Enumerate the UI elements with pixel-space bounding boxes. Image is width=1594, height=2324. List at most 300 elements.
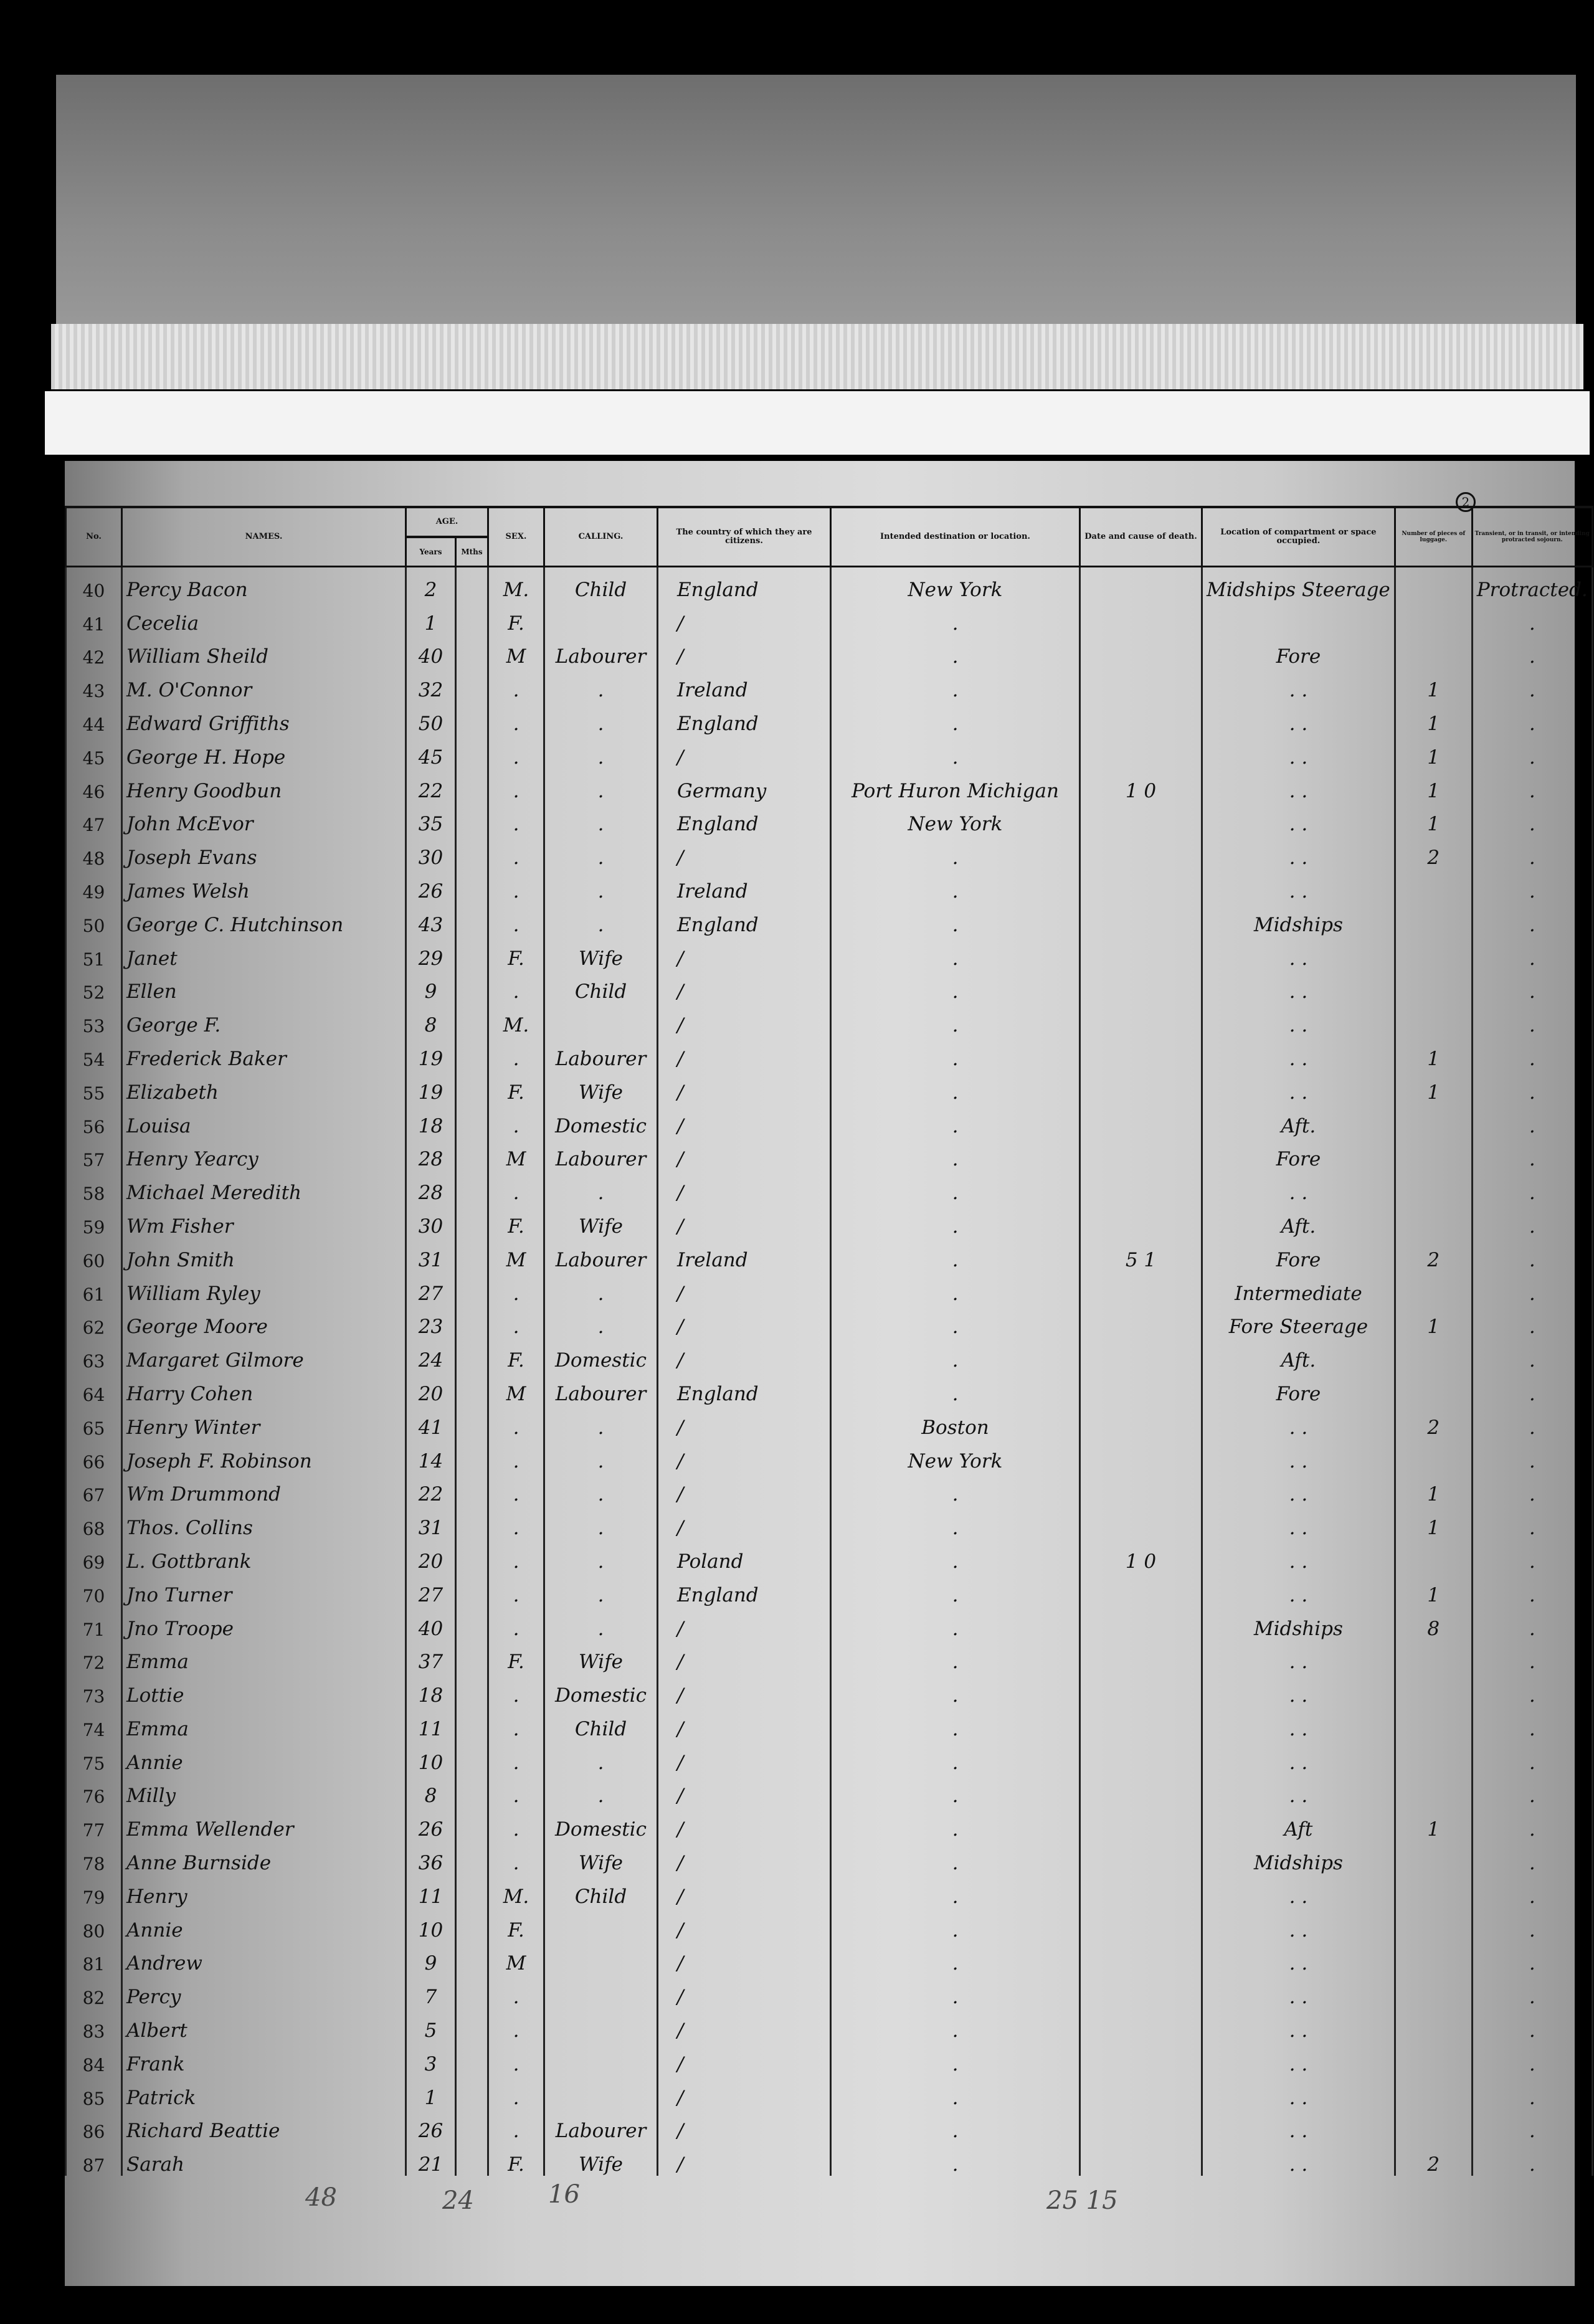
calling-cell: . [544,835,658,869]
ledger-body [66,567,1593,2176]
age-years-cell: 41 [406,1405,456,1439]
passenger-name-cell: Percy Bacon [122,567,406,601]
passenger-name-cell: George H. Hope [122,735,406,769]
destination-cell: New York [831,567,1080,601]
row-number-cell: 49 [66,869,122,903]
luggage-pieces-cell [1395,1372,1472,1405]
passenger-name-cell: William Sheild [122,635,406,668]
age-years-cell: 9 [406,1942,456,1975]
death-cell [1080,601,1202,635]
row-number-cell: 72 [66,1640,122,1674]
table-row [66,1975,1593,2008]
table-row [66,1841,1593,1874]
table-row [66,1640,1593,1674]
transit-status-cell: . [1472,1338,1592,1372]
death-cell [1080,802,1202,836]
sex-cell: M. [488,1003,544,1036]
luggage-pieces-cell [1395,970,1472,1003]
transit-status-cell: . [1472,1070,1592,1104]
compartment-cell: . . [1202,970,1395,1003]
transit-status-cell: . [1472,1942,1592,1975]
death-cell [1080,1372,1202,1405]
compartment-cell: Midships Steerage [1202,567,1395,601]
age-years-cell: 27 [406,1573,456,1606]
row-number-cell: 58 [66,1170,122,1204]
age-years-cell: 11 [406,1874,456,1908]
age-months-cell [456,1573,488,1606]
transit-status-cell: . [1472,601,1592,635]
passenger-name-cell: John Smith [122,1238,406,1271]
calling-cell: Labourer [544,1372,658,1405]
sex-cell: . [488,1673,544,1707]
transit-status-cell: . [1472,701,1592,735]
death-cell: 1 0 [1080,769,1202,802]
row-number-cell: 50 [66,903,122,936]
luggage-pieces-cell [1395,2008,1472,2042]
sex-cell: M [488,1238,544,1271]
compartment-cell: . . [1202,1003,1395,1036]
passenger-name-cell: Emma [122,1640,406,1674]
death-cell [1080,1606,1202,1640]
sex-cell: . [488,1271,544,1305]
death-cell [1080,2109,1202,2143]
header-sex: SEX. [488,507,544,567]
compartment-cell: Intermediate [1202,1271,1395,1305]
country-cell: / [658,936,831,970]
calling-cell: Child [544,1707,658,1740]
passenger-name-cell: Henry Winter [122,1405,406,1439]
death-cell [1080,1170,1202,1204]
compartment-cell: . . [1202,769,1395,802]
passenger-name-cell: Emma [122,1707,406,1740]
transit-status-cell: . [1472,1439,1592,1473]
country-cell: / [658,1841,831,1874]
calling-cell: . [544,1740,658,1774]
age-years-cell: 20 [406,1372,456,1405]
row-number-cell: 57 [66,1137,122,1171]
sex-cell: . [488,1573,544,1606]
row-number-cell: 54 [66,1036,122,1070]
transit-status-cell: . [1472,668,1592,701]
destination-cell: . [831,1070,1080,1104]
destination-cell: . [831,701,1080,735]
destination-cell: Boston [831,1405,1080,1439]
age-years-cell: 10 [406,1740,456,1774]
compartment-cell: . . [1202,1942,1395,1975]
compartment-cell: . . [1202,1439,1395,1473]
age-years-cell: 10 [406,1908,456,1942]
calling-cell: Domestic [544,1807,658,1841]
destination-cell: . [831,1238,1080,1271]
passenger-name-cell: Anne Burnside [122,1841,406,1874]
transit-status-cell: . [1472,1506,1592,1539]
destination-cell: . [831,601,1080,635]
luggage-pieces-cell: 1 [1395,668,1472,701]
row-number-cell: 59 [66,1204,122,1238]
country-cell: / [658,1204,831,1238]
passenger-name-cell: Joseph F. Robinson [122,1439,406,1473]
luggage-pieces-cell: 1 [1395,1506,1472,1539]
pencil-note: 48 [305,2183,337,2212]
table-row [66,1372,1593,1405]
death-cell [1080,1271,1202,1305]
transit-status-cell: . [1472,1874,1592,1908]
age-years-cell: 26 [406,1807,456,1841]
destination-cell: . [831,1170,1080,1204]
sex-cell: . [488,802,544,836]
death-cell [1080,735,1202,769]
transit-status-cell: . [1472,903,1592,936]
calling-cell: . [544,1439,658,1473]
transit-status-cell: Protracted. [1472,567,1592,601]
luggage-pieces-cell [1395,1841,1472,1874]
table-row [66,1070,1593,1104]
header-mths: Mths [456,537,488,567]
sex-cell: . [488,1170,544,1204]
table-row [66,1707,1593,1740]
calling-cell: Wife [544,1640,658,1674]
table-row [66,1405,1593,1439]
compartment-cell: . . [1202,1405,1395,1439]
age-years-cell: 32 [406,668,456,701]
row-number-cell: 48 [66,835,122,869]
age-years-cell: 31 [406,1506,456,1539]
luggage-pieces-cell [1395,903,1472,936]
passenger-name-cell: Jno Troope [122,1606,406,1640]
row-number-cell: 69 [66,1539,122,1573]
row-number-cell: 66 [66,1439,122,1473]
row-number-cell: 68 [66,1506,122,1539]
calling-cell [544,1908,658,1942]
destination-cell: . [831,1841,1080,1874]
calling-cell: . [544,1170,658,1204]
luggage-pieces-cell [1395,601,1472,635]
country-cell: England [658,802,831,836]
death-cell [1080,1305,1202,1339]
table-row [66,701,1593,735]
death-cell [1080,1036,1202,1070]
age-months-cell [456,1841,488,1874]
transit-status-cell: . [1472,1305,1592,1339]
country-cell: / [658,1707,831,1740]
pencil-note: 16 [548,2180,580,2209]
age-years-cell: 45 [406,735,456,769]
sex-cell: M [488,1137,544,1171]
death-cell [1080,2042,1202,2075]
age-years-cell: 50 [406,701,456,735]
age-months-cell [456,1606,488,1640]
luggage-pieces-cell [1395,1539,1472,1573]
age-months-cell [456,1807,488,1841]
destination-cell: . [831,1372,1080,1405]
table-row [66,1439,1593,1473]
luggage-pieces-cell [1395,1740,1472,1774]
country-cell: / [658,1975,831,2008]
passenger-ledger-table [65,506,1593,2176]
luggage-pieces-cell [1395,1774,1472,1808]
destination-cell: . [831,2109,1080,2143]
transit-status-cell: . [1472,2109,1592,2143]
header-death: Date and cause of death. [1080,507,1202,567]
country-cell: / [658,735,831,769]
calling-cell: . [544,701,658,735]
transit-status-cell: . [1472,1640,1592,1674]
row-number-cell: 71 [66,1606,122,1640]
compartment-cell: . . [1202,668,1395,701]
sex-cell: . [488,2075,544,2109]
destination-cell: . [831,1606,1080,1640]
compartment-cell: . . [1202,1573,1395,1606]
death-cell [1080,1506,1202,1539]
table-row [66,635,1593,668]
compartment-cell: . . [1202,869,1395,903]
death-cell [1080,1707,1202,1740]
age-months-cell [456,1774,488,1808]
pencil-note: 25 15 [1046,2186,1118,2215]
compartment-cell: Aft [1202,1807,1395,1841]
death-cell [1080,1841,1202,1874]
table-row [66,1338,1593,1372]
compartment-cell: Aft. [1202,1338,1395,1372]
country-cell: / [658,1104,831,1137]
luggage-pieces-cell: 1 [1395,1305,1472,1339]
table-row [66,1204,1593,1238]
row-number-cell: 63 [66,1338,122,1372]
compartment-cell: . . [1202,1070,1395,1104]
luggage-pieces-cell [1395,1439,1472,1473]
table-row [66,2008,1593,2042]
row-number-cell: 82 [66,1975,122,2008]
compartment-cell: Midships [1202,1841,1395,1874]
compartment-cell: . . [1202,701,1395,735]
cloth-tape-strip [51,324,1583,389]
destination-cell: . [831,1036,1080,1070]
transit-status-cell: . [1472,970,1592,1003]
transit-status-cell: . [1472,869,1592,903]
age-years-cell: 19 [406,1070,456,1104]
table-row [66,668,1593,701]
sex-cell: . [488,1405,544,1439]
country-cell: Ireland [658,869,831,903]
age-months-cell [456,1908,488,1942]
passenger-name-cell: Andrew [122,1942,406,1975]
calling-cell [544,1975,658,2008]
age-years-cell: 24 [406,1338,456,1372]
age-years-cell: 37 [406,1640,456,1674]
table-row [66,769,1593,802]
header-age: AGE. [406,507,488,537]
row-number-cell: 60 [66,1238,122,1271]
passenger-name-cell: Michael Meredith [122,1170,406,1204]
row-number-cell: 76 [66,1774,122,1808]
luggage-pieces-cell: 2 [1395,835,1472,869]
sex-cell: M [488,635,544,668]
age-months-cell [456,1104,488,1137]
compartment-cell: Midships [1202,903,1395,936]
destination-cell: . [831,1740,1080,1774]
passenger-name-cell: Frederick Baker [122,1036,406,1070]
destination-cell: . [831,970,1080,1003]
row-number-cell: 70 [66,1573,122,1606]
destination-cell: . [831,835,1080,869]
destination-cell: . [831,1305,1080,1339]
luggage-pieces-cell [1395,1874,1472,1908]
country-cell: / [658,970,831,1003]
calling-cell: Wife [544,1070,658,1104]
calling-cell: . [544,1271,658,1305]
table-row [66,1137,1593,1171]
death-cell [1080,1942,1202,1975]
sex-cell: F. [488,2142,544,2176]
compartment-cell: . . [1202,2142,1395,2176]
age-months-cell [456,1238,488,1271]
death-cell [1080,1204,1202,1238]
age-months-cell [456,936,488,970]
passenger-name-cell: M. O'Connor [122,668,406,701]
country-cell: / [658,1271,831,1305]
transit-status-cell: . [1472,1606,1592,1640]
passenger-name-cell: Henry [122,1874,406,1908]
age-months-cell [456,835,488,869]
death-cell [1080,668,1202,701]
transit-status-cell: . [1472,1807,1592,1841]
calling-cell: Labourer [544,1036,658,1070]
age-months-cell [456,1473,488,1506]
header-calling: CALLING. [544,507,658,567]
calling-cell: . [544,1573,658,1606]
age-months-cell [456,1942,488,1975]
sex-cell: . [488,1439,544,1473]
death-cell [1080,1104,1202,1137]
passenger-name-cell: Joseph Evans [122,835,406,869]
luggage-pieces-cell [1395,1338,1472,1372]
death-cell [1080,1137,1202,1171]
calling-cell: . [544,1606,658,1640]
age-months-cell [456,1405,488,1439]
passenger-name-cell: Margaret Gilmore [122,1338,406,1372]
destination-cell: . [831,668,1080,701]
table-row [66,1942,1593,1975]
row-number-cell: 55 [66,1070,122,1104]
row-number-cell: 74 [66,1707,122,1740]
header-names: NAMES. [122,507,406,567]
table-row [66,2109,1593,2143]
death-cell [1080,1573,1202,1606]
country-cell: Ireland [658,1238,831,1271]
sex-cell: . [488,1774,544,1808]
age-months-cell [456,701,488,735]
calling-cell: . [544,769,658,802]
transit-status-cell: . [1472,936,1592,970]
age-months-cell [456,1036,488,1070]
age-years-cell: 31 [406,1238,456,1271]
luggage-pieces-cell: 1 [1395,1036,1472,1070]
passenger-name-cell: John McEvor [122,802,406,836]
age-months-cell [456,1439,488,1473]
calling-cell [544,2042,658,2075]
age-years-cell: 9 [406,970,456,1003]
sex-cell: . [488,903,544,936]
table-row [66,1740,1593,1774]
death-cell [1080,970,1202,1003]
transit-status-cell: . [1472,735,1592,769]
compartment-cell: Fore [1202,1372,1395,1405]
age-months-cell [456,1874,488,1908]
table-row [66,1807,1593,1841]
table-row [66,1573,1593,1606]
country-cell: / [658,835,831,869]
age-months-cell [456,1372,488,1405]
sex-cell: M [488,1942,544,1975]
age-months-cell [456,869,488,903]
age-years-cell: 40 [406,635,456,668]
country-cell: / [658,1908,831,1942]
age-years-cell: 27 [406,1271,456,1305]
row-number-cell: 87 [66,2142,122,2176]
row-number-cell: 56 [66,1104,122,1137]
age-years-cell: 35 [406,802,456,836]
death-cell [1080,1774,1202,1808]
compartment-cell: . . [1202,2042,1395,2075]
sex-cell: . [488,1807,544,1841]
sex-cell: . [488,1975,544,2008]
age-years-cell: 20 [406,1539,456,1573]
compartment-cell: . . [1202,1473,1395,1506]
row-number-cell: 42 [66,635,122,668]
country-cell: / [658,2008,831,2042]
sex-cell: F. [488,1204,544,1238]
country-cell: / [658,1338,831,1372]
age-years-cell: 30 [406,1204,456,1238]
death-cell [1080,2008,1202,2042]
compartment-cell: Fore [1202,1137,1395,1171]
age-years-cell: 14 [406,1439,456,1473]
luggage-pieces-cell [1395,1707,1472,1740]
luggage-pieces-cell [1395,635,1472,668]
calling-cell: Wife [544,2142,658,2176]
header-row [66,507,1593,537]
country-cell: / [658,1170,831,1204]
age-months-cell [456,769,488,802]
age-months-cell [456,1673,488,1707]
age-years-cell: 18 [406,1104,456,1137]
country-cell: / [658,1070,831,1104]
calling-cell: Wife [544,936,658,970]
luggage-pieces-cell [1395,1975,1472,2008]
luggage-pieces-cell [1395,1003,1472,1036]
calling-cell: . [544,869,658,903]
table-row [66,1539,1593,1573]
death-cell [1080,1673,1202,1707]
transit-status-cell: . [1472,2042,1592,2075]
age-months-cell [456,1170,488,1204]
age-years-cell: 11 [406,1707,456,1740]
luggage-pieces-cell [1395,1204,1472,1238]
compartment-cell: . . [1202,2008,1395,2042]
transit-status-cell: . [1472,1104,1592,1137]
luggage-pieces-cell [1395,1640,1472,1674]
luggage-pieces-cell [1395,2109,1472,2143]
transit-status-cell: . [1472,1975,1592,2008]
age-months-cell [456,2042,488,2075]
country-cell: / [658,1740,831,1774]
table-row [66,1305,1593,1339]
transit-status-cell: . [1472,1271,1592,1305]
table-row [66,1271,1593,1305]
age-months-cell [456,2008,488,2042]
destination-cell: . [831,1204,1080,1238]
passenger-name-cell: Thos. Collins [122,1506,406,1539]
